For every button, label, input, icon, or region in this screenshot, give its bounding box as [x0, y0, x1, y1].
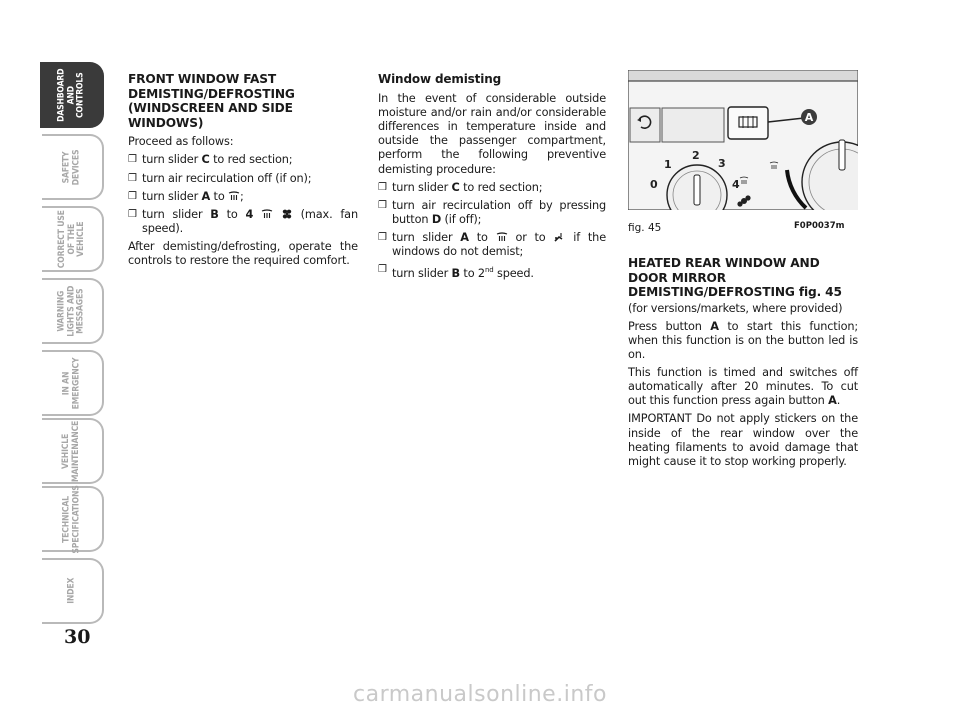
- watermark: carmanualsonline.info: [353, 682, 607, 707]
- tab-label: DASHBOARD AND CONTROLS: [56, 68, 86, 122]
- list-item: ❒ turn slider B to 2nd speed.: [378, 263, 606, 281]
- list-item: ❒ turn slider A to or to if the windows do not demist;: [378, 231, 606, 259]
- important-note: IMPORTANT Do not apply stickers on the inside of the rear window over the heating filaments to avoid damage that might cause it to stop working properly.: [628, 412, 858, 468]
- intro-text: Proceed as follows:: [128, 135, 234, 149]
- fan-icon: [281, 209, 293, 219]
- svg-text:0: 0: [650, 178, 658, 191]
- list-item: ❒ turn slider C to red section;: [128, 153, 358, 167]
- windscreen-defrost-icon: [261, 209, 273, 219]
- svg-text:4: 4: [732, 178, 740, 191]
- list-item: ❒ turn air recirculation off (if on);: [128, 172, 358, 186]
- tab-label: TECHNICAL SPECIFICATIONS: [61, 484, 82, 554]
- tab-label: WARNING LIGHTS AND MESSAGES: [56, 285, 86, 337]
- section-heading: HEATED REAR WINDOW AND DOOR MIRROR DEMISTING/DEFROSTING fig. 45: [628, 256, 842, 300]
- body-text: Press button A to start this function; when this function is on the button led is on.: [628, 319, 858, 362]
- list-item: ❒ turn slider B to 4 (max. fan speed).: [128, 208, 358, 236]
- tab-label: VEHICLE MAINTENANCE: [61, 420, 82, 482]
- list-item: ❒ turn slider A to ;: [128, 190, 358, 204]
- tab-safety-devices[interactable]: [42, 134, 104, 200]
- tab-warning-lights[interactable]: [42, 278, 104, 344]
- tab-label: SAFETY DEVICES: [61, 149, 81, 185]
- outro-text: After demisting/defrosting, operate the controls to restore the required comfort.: [128, 239, 358, 268]
- control-panel-illustration: [628, 70, 858, 210]
- list-item: ❒ turn slider C to red section;: [378, 181, 606, 195]
- section-heading: Window demisting: [378, 72, 502, 86]
- svg-text:3: 3: [718, 157, 726, 170]
- page-number: 30: [64, 626, 91, 648]
- body-text: In the event of considerable outside moisture and/or rain and/or considerable differences in temperature inside and outside the passenger compartment, perform the following preventive demisting procedure:: [378, 92, 606, 176]
- svg-text:1: 1: [664, 158, 672, 171]
- column-fast-demisting: [128, 72, 358, 272]
- tab-technical-specifications[interactable]: [42, 486, 104, 552]
- figure-climate-controls: [628, 70, 858, 210]
- figure-code: F0P0037m: [794, 221, 845, 231]
- tab-dashboard-and-controls[interactable]: [40, 62, 104, 128]
- tab-vehicle-maintenance[interactable]: [42, 418, 104, 484]
- tab-correct-use[interactable]: [42, 206, 104, 272]
- tab-label: CORRECT USE OF THE VEHICLE: [56, 210, 86, 269]
- tab-label: IN AN EMERGENCY: [61, 357, 81, 409]
- tab-label: INDEX: [66, 577, 77, 605]
- feet-windscreen-icon: [553, 232, 565, 242]
- column-rear-window: [628, 256, 858, 473]
- body-text: This function is timed and switches off automatically after 20 minutes. To cut out this function press again button A.: [628, 366, 858, 408]
- tab-index[interactable]: [42, 558, 104, 624]
- column-window-demisting: [378, 72, 606, 285]
- list-item: ❒ turn air recirculation off by pressing button D (if off);: [378, 199, 606, 227]
- note-text: (for versions/markets, where provided): [628, 301, 843, 315]
- section-heading: FRONT WINDOW FAST DEMISTING/DEFROSTING (WINDSCREEN AND SIDE WINDOWS): [128, 72, 295, 130]
- svg-text:A: A: [804, 111, 814, 124]
- tab-in-an-emergency[interactable]: [42, 350, 104, 416]
- svg-text:2: 2: [692, 149, 700, 162]
- windscreen-defrost-icon: [228, 191, 240, 201]
- windscreen-defrost-icon: [496, 232, 508, 242]
- figure-caption: fig. 45: [628, 222, 662, 234]
